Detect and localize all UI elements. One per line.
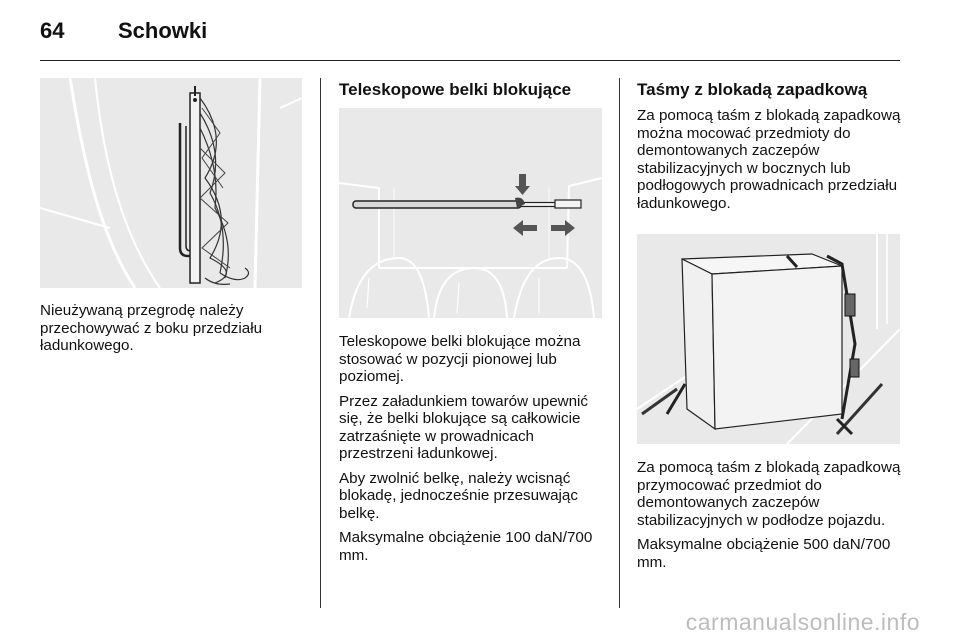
ratchet-straps-paragraph-1: Za pomocą taśm z blokadą zapadkową przymocować przedmiot do demontowanych zaczepów stabilizacyjnych w podłodze pojazdu. xyxy=(637,459,901,529)
telescopic-bar-figure xyxy=(339,108,602,318)
telescopic-bars-paragraph-1: Teleskopowe belki blokujące można stosować w pozycji pionowej lub poziomej. xyxy=(339,333,581,385)
page-number: 64 xyxy=(40,18,65,43)
right-column-body xyxy=(637,459,912,578)
partition-storage-text: Nieużywaną przegrodę należy przechowywać z boku przedziału ładunkowego. xyxy=(40,302,263,354)
ratchet-straps-max-load: Maksymalne obciążenie 500 daN/700 mm. xyxy=(637,536,891,571)
middle-column-body xyxy=(339,333,611,571)
telescopic-bars-max-load: Maksymalne obciążenie 100 daN/700 mm. xyxy=(339,529,593,564)
partition-stowed-figure xyxy=(40,78,302,288)
column-divider-1 xyxy=(320,78,321,608)
header-rule xyxy=(40,60,900,61)
right-column-top xyxy=(637,80,907,219)
column-divider-2 xyxy=(619,78,620,608)
middle-column-heading xyxy=(339,80,609,107)
section-title: Schowki xyxy=(118,18,208,43)
telescopic-bars-paragraph-3: Aby zwolnić belkę, należy wcisnąć blokadę, jednocześnie przesuwając belkę. xyxy=(339,469,578,522)
ratchet-straps-heading: Taśmy z blokadą zapadkową xyxy=(637,80,868,99)
ratchet-strap-figure xyxy=(637,234,900,444)
telescopic-bars-heading: Teleskopowe belki blokujące xyxy=(339,80,572,99)
watermark: carmanualsonline.info xyxy=(685,609,920,635)
telescopic-bars-paragraph-2: Przez załadunkiem towarów upewnić się, że belki blokujące są całkowicie zatrzaśnięte w prowadnicach przestrzeni ładunkowej. xyxy=(339,392,589,462)
left-column xyxy=(40,302,302,362)
ratchet-straps-intro: Za pomocą taśm z blokadą zapadkową można mocować przedmioty do demontowanych zaczepów stabilizacyjnych w bocznych lub podłogowych prowadnicach przedziału ładunkowego. xyxy=(637,107,901,212)
